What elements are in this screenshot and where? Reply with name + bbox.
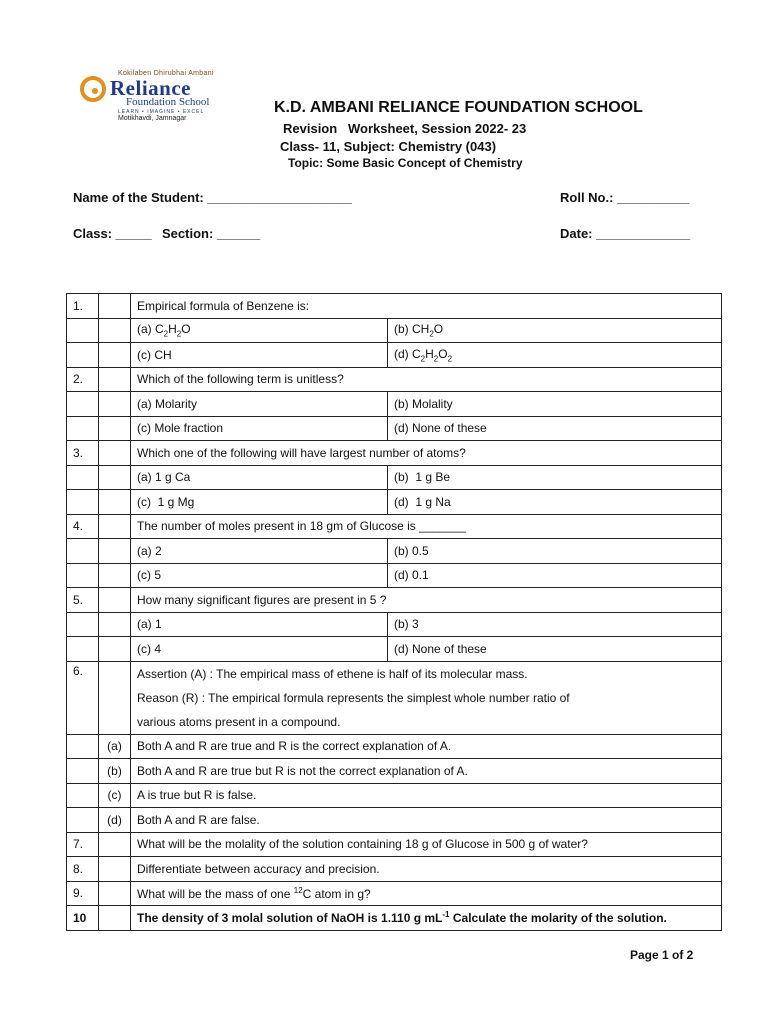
table-row xyxy=(67,343,722,368)
option-c[interactable]: (c) Mole fraction xyxy=(131,416,388,441)
page-number: Page 1 of 2 xyxy=(630,948,694,962)
question-text: The number of moles present in 18 gm of Glucose is _______ xyxy=(131,514,722,539)
reason-continued: various atoms present in a compound. xyxy=(137,714,341,729)
logo-place: Motikhavdi, Jamnagar xyxy=(118,115,187,122)
option-c[interactable]: (c) CH xyxy=(131,343,388,368)
school-name: K.D. AMBANI RELIANCE FOUNDATION SCHOOL xyxy=(274,99,643,116)
question-text: Empirical formula of Benzene is: xyxy=(131,294,722,319)
table-row xyxy=(67,808,722,833)
question-number: 3. xyxy=(67,441,99,466)
option-c[interactable]: A is true but R is false. xyxy=(131,783,722,808)
question-text: What will be the molality of the solution containing 18 g of Glucose in 500 g of water? xyxy=(131,832,722,857)
roll-no-field[interactable]: Roll No.: __________ xyxy=(560,190,690,205)
option-d[interactable]: (d) None of these xyxy=(388,637,722,662)
option-label: (d) xyxy=(99,808,131,833)
table-row xyxy=(67,857,722,882)
assertion-reason-text xyxy=(131,661,722,734)
option-d[interactable]: (d) 0.1 xyxy=(388,563,722,588)
option-a[interactable]: Both A and R are true and R is the correct explanation of A. xyxy=(131,734,722,759)
table-row xyxy=(67,881,722,906)
table-row xyxy=(67,563,722,588)
table-row xyxy=(67,759,722,784)
logo-tagline: Kokilaben Dhirubhai Ambani xyxy=(118,70,214,77)
option-label: (a) xyxy=(99,734,131,759)
table-row xyxy=(67,539,722,564)
question-number: 6. xyxy=(67,661,99,734)
table-row xyxy=(67,637,722,662)
option-a[interactable]: (a) Molarity xyxy=(131,392,388,417)
option-d[interactable]: (d) None of these xyxy=(388,416,722,441)
option-b[interactable]: Both A and R are true but R is not the correct explanation of A. xyxy=(131,759,722,784)
worksheet-title: Revision Worksheet, Session 2022- 23 xyxy=(283,121,527,136)
option-d[interactable]: (d) 1 g Na xyxy=(388,490,722,515)
question-number: 8. xyxy=(67,857,99,882)
topic: Topic: Some Basic Concept of Chemistry xyxy=(288,156,523,170)
logo-brand: Reliance xyxy=(110,76,191,100)
option-a[interactable]: (a) 2 xyxy=(131,539,388,564)
question-text: Which of the following term is unitless? xyxy=(131,367,722,392)
question-number: 10 xyxy=(67,906,99,931)
option-a[interactable]: (a) 1 xyxy=(131,612,388,637)
question-text: Which one of the following will have largest number of atoms? xyxy=(131,441,722,466)
student-name-field[interactable]: Name of the Student: ____________________ xyxy=(73,190,352,205)
questions-table xyxy=(66,293,722,931)
reason: Reason (R) : The empirical formula represents the simplest whole number ratio of xyxy=(137,690,570,705)
class-subject: Class- 11, Subject: Chemistry (043) xyxy=(280,139,497,154)
option-a[interactable]: (a) 1 g Ca xyxy=(131,465,388,490)
question-text: What will be the mass of one $^{12}$C atom in g? xyxy=(131,881,722,906)
question-text: How many significant figures are present in 5 ? xyxy=(131,588,722,613)
option-b[interactable]: (b) 1 g Be xyxy=(388,465,722,490)
table-row xyxy=(67,514,722,539)
date-field[interactable]: Date: _____________ xyxy=(560,226,691,241)
table-row xyxy=(67,416,722,441)
table-row xyxy=(67,588,722,613)
question-text: Differentiate between accuracy and precision. xyxy=(131,857,722,882)
class-field[interactable]: Class: _____ xyxy=(73,226,152,241)
question-number: 4. xyxy=(67,514,99,539)
option-label: (c) xyxy=(99,783,131,808)
table-row xyxy=(67,661,722,734)
option-b[interactable]: (b) $CH_2O$ xyxy=(388,318,722,343)
table-row xyxy=(67,294,722,319)
table-row xyxy=(67,318,722,343)
option-c[interactable]: (c) 4 xyxy=(131,637,388,662)
question-text: The density of 3 molal solution of NaOH is 1.110 g $mL^{-1}$ Calculate the molarity of the solution. xyxy=(131,906,722,931)
table-row xyxy=(67,734,722,759)
question-number: 9. xyxy=(67,881,99,906)
school-logo xyxy=(80,70,250,122)
option-label: (b) xyxy=(99,759,131,784)
question-number: 1. xyxy=(67,294,99,319)
logo-motto: LEARN • IMAGINE • EXCEL xyxy=(118,109,205,115)
question-number: 7. xyxy=(67,832,99,857)
assertion: Assertion (A) : The empirical mass of ethene is half of its molecular mass. xyxy=(137,666,528,681)
table-row xyxy=(67,367,722,392)
option-d[interactable]: Both A and R are false. xyxy=(131,808,722,833)
table-row xyxy=(67,612,722,637)
option-c[interactable]: (c) 1 g Mg xyxy=(131,490,388,515)
section-field[interactable]: Section: ______ xyxy=(162,226,261,241)
table-row xyxy=(67,441,722,466)
table-row xyxy=(67,832,722,857)
logo-emblem-icon xyxy=(80,76,106,102)
table-row xyxy=(67,465,722,490)
table-row xyxy=(67,392,722,417)
question-number: 5. xyxy=(67,588,99,613)
table-row xyxy=(67,783,722,808)
option-d[interactable]: (d) $C_2H_2O_2$ xyxy=(388,343,722,368)
option-b[interactable]: (b) 0.5 xyxy=(388,539,722,564)
question-number: 2. xyxy=(67,367,99,392)
option-c[interactable]: (c) 5 xyxy=(131,563,388,588)
option-b[interactable]: (b) Molality xyxy=(388,392,722,417)
table-row xyxy=(67,490,722,515)
option-a[interactable]: (a) $C_2H_2O$ xyxy=(131,318,388,343)
logo-subtitle: Foundation School xyxy=(126,96,210,108)
option-b[interactable]: (b) 3 xyxy=(388,612,722,637)
table-row xyxy=(67,906,722,931)
